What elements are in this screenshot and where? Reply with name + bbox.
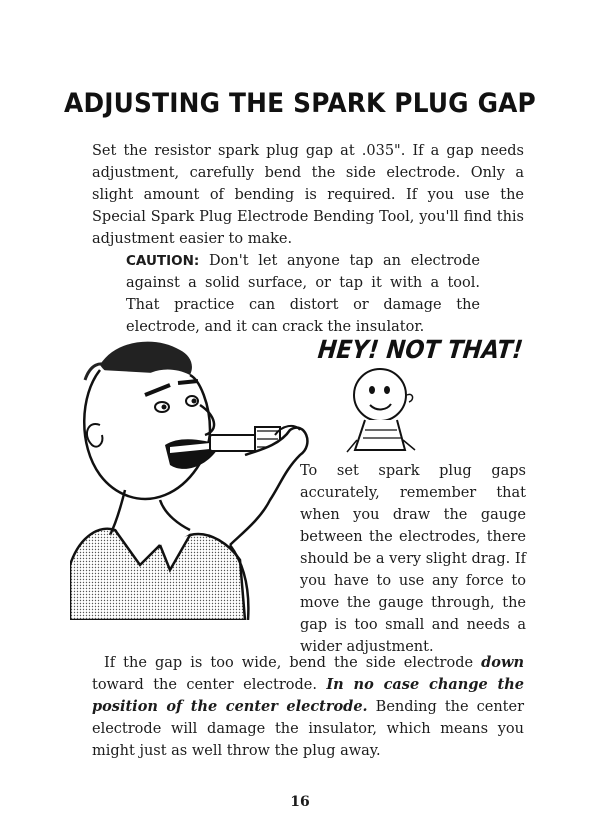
page-number: 16 — [290, 794, 310, 810]
spark-plug-character-illustration — [335, 360, 425, 460]
intro-paragraph: Set the resistor spark plug gap at .035". If a gap needs adjustment, carefully bend the side electrode. Only a slight amount of bending is required. If you use the Special Spark Plug Electrode Bending Tool, you'll find this adjustment easier to make. — [92, 143, 524, 247]
emphasis-no-case: In no case change the position of the center electrode. — [92, 676, 524, 715]
caution-label: CAUTION: — [126, 253, 200, 269]
page-title: ADJUSTING THE SPARK PLUG GAP — [64, 88, 536, 119]
emphasis-down: down — [481, 654, 524, 671]
exclamation-text: HEY! NOT THAT! — [316, 335, 525, 364]
wide-gap-text-2: toward the center electrode. — [92, 677, 327, 693]
caution-text: Don't let anyone tap an electrode against a solid surface, or tap it with a tool. That practice can distort or damage the electrode, and it can crack the insulator. — [126, 253, 480, 335]
wide-gap-paragraph — [92, 652, 524, 762]
gauge-tip-paragraph: To set spark plug gaps accurately, remember that when you draw the gauge between the electrodes, there should be a very slight drag. If you have to use any force to move the gauge through, the gap is too small and needs a wider adjustment. — [300, 463, 526, 655]
man-biting-plug-illustration — [70, 335, 320, 620]
wide-gap-text-3: Bending the center electrode will damage the insulator, which means you might just as well throw the plug away. — [92, 699, 524, 759]
caution-paragraph — [126, 250, 480, 338]
wide-gap-text-1: If the gap is too wide, bend the side electrode — [104, 655, 482, 671]
